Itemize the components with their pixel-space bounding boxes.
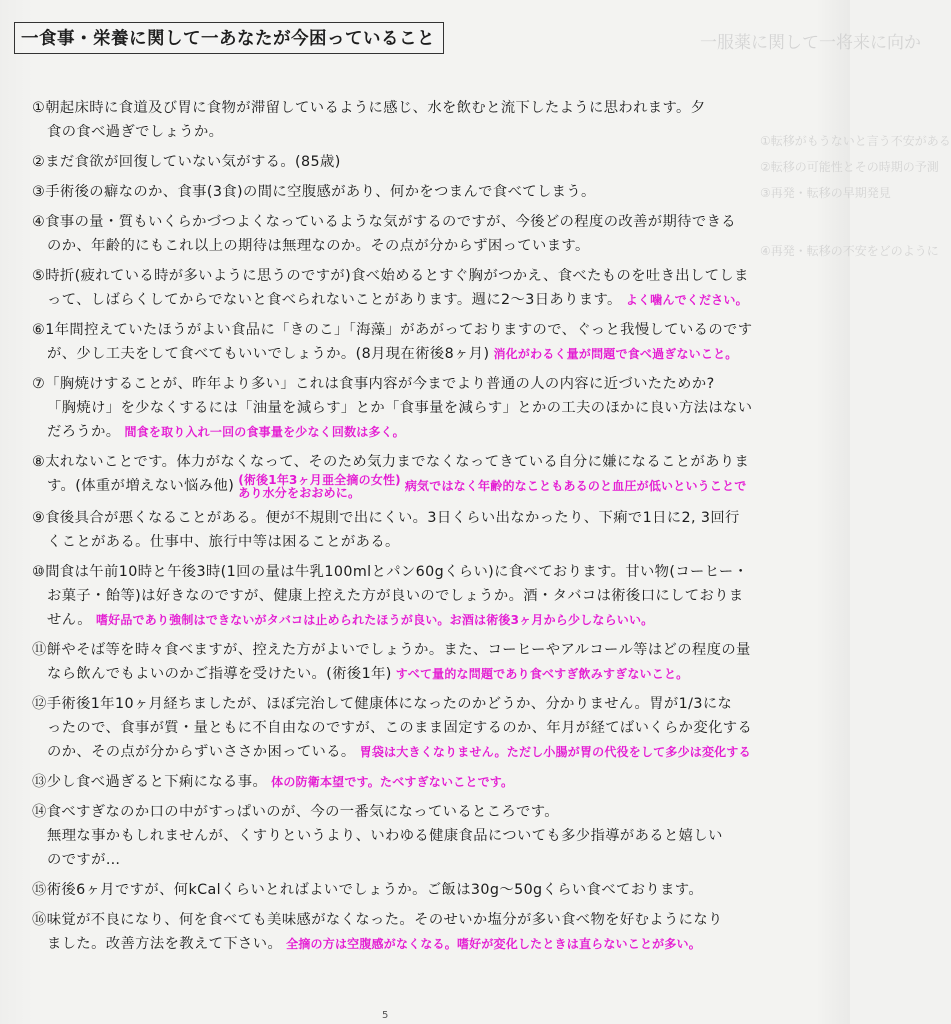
- handwritten-answer: 病気ではなく年齢的なこともあるのと血圧が低いということで: [404, 479, 747, 493]
- item-text: ました。改善方法を教えて下さい。: [47, 936, 283, 952]
- item-text: なら飲んでもよいのかご指導を受けたい。(術後1年): [47, 666, 392, 682]
- item-text: のか、その点が分からずいささか困っている。: [47, 744, 356, 760]
- handwritten-answer: あり水分をおおめに。: [238, 486, 361, 500]
- item-text: ⑪餅やそば等を時々食べますが、控えた方がよいでしょうか。また、コーヒーやアルコール等はどの程度の量: [32, 642, 751, 658]
- item-text: ⑥1年間控えていたほうがよい食品に「きのこ」「海藻」があがっておりますので、ぐっと我慢しているのです: [32, 322, 753, 338]
- list-item: [32, 638, 838, 686]
- item-text: ⑭食べすぎなのか口の中がすっぱいのが、今の一番気になっているところです。: [32, 804, 559, 820]
- item-text: ⑤時折(疲れている時が多いように思うのですが)食べ始めるとすぐ胸がつかえ、食べたものを吐き出してしま: [32, 268, 749, 284]
- list-item: [32, 96, 838, 144]
- item-text: ⑮術後6ヶ月ですが、何kCalくらいとればよいでしょうか。ご飯は30g〜50gくらい食べております。: [32, 882, 704, 898]
- list-item: [32, 506, 838, 554]
- item-text: のか、年齢的にもこれ以上の期待は無理なのか。その点が分からず困っています。: [47, 238, 590, 254]
- item-text: って、しばらくしてからでないと食べられないことがあります。週に2〜3日あります。: [47, 292, 622, 308]
- item-text: 食の食べ過ぎでしょうか。: [47, 124, 224, 140]
- item-text: す。(体重が増えない悩み他): [47, 478, 235, 494]
- list-item: [32, 692, 838, 764]
- item-text: ⑬少し食べ過ぎると下痢になる事。: [32, 774, 268, 790]
- item-text: ⑦「胸焼けすることが、昨年より多い」これは食事内容が今までより普通の人の内容に近づいたためか?: [32, 376, 715, 392]
- item-text: せん。: [47, 612, 92, 628]
- item-text: ②まだ食欲が回復していない気がする。(85歳): [32, 154, 341, 170]
- handwritten-answer: 全摘の方は空腹感がなくなる。嗜好が変化したときは直らないことが多い。: [286, 937, 701, 951]
- bleed-through-line: ②転移の可能性とその時期の予測: [760, 160, 939, 174]
- item-text: 無理な事かもしれませんが、くすりというより、いわゆる健康食品についても多少指導があると嬉しい: [47, 828, 723, 844]
- bleed-through-line: ①転移がもうないと言う不安がある: [760, 134, 951, 148]
- item-text: ①朝起床時に食道及び胃に食物が滞留しているように感じ、水を飲むと流下したように思われます。夕: [32, 100, 706, 116]
- handwritten-answer: (術後1年3ヶ月亜全摘の女性): [238, 473, 401, 487]
- handwritten-answer: 胃袋は大きくなりません。ただし小腸が胃の代役をして多少は変化する: [359, 745, 751, 759]
- list-item: [32, 770, 838, 794]
- item-text: のですが…: [47, 852, 121, 868]
- handwritten-answer: 間食を取り入れ一回の食事量を少なく回数は多く。: [124, 425, 405, 439]
- item-text: お菓子・飴等)は好きなのですが、健康上控えた方が良いのでしょうか。酒・タバコは術後口にしておりま: [47, 588, 744, 604]
- list-item: [32, 560, 838, 632]
- list-item: [32, 908, 838, 956]
- list-item: [32, 800, 838, 872]
- bleed-through-line: ④再発・転移の不安をどのように: [760, 244, 939, 258]
- item-text: ⑯味覚が不良になり、何を食べても美味感がなくなった。そのせいか塩分が多い食べ物を好むようになり: [32, 912, 723, 928]
- item-text: だろうか。: [47, 424, 121, 440]
- bleed-through-title: 一服薬に関して一将来に向か: [700, 33, 921, 53]
- item-text: ⑩間食は午前10時と午後3時(1回の量は牛乳100mlとパン60gくらい)に食べております。甘い物(コーヒー・: [32, 564, 749, 580]
- list-item: [32, 150, 838, 174]
- page-title: 一食事・栄養に関して一あなたが今困っていること: [14, 22, 444, 54]
- list-item: [32, 180, 838, 204]
- item-text: ④食事の量・質もいくらかづつよくなっているような気がするのですが、今後どの程度の改善が期待できる: [32, 214, 736, 230]
- list-item: [32, 210, 838, 258]
- item-text: ③手術後の癖なのか、食事(3食)の間に空腹感があり、何かをつまんで食べてしまう。: [32, 184, 596, 200]
- handwritten-answer: 消化がわるく量が問題で食べ過ぎないこと。: [493, 347, 738, 361]
- item-text: くことがある。仕事中、旅行中等は困ることがある。: [47, 534, 400, 550]
- list-item: [32, 318, 838, 366]
- concerns-list: [32, 96, 838, 962]
- page-number: 5: [382, 1010, 389, 1021]
- handwritten-answer: すべて量的な問題であり食べすぎ飲みすぎないこと。: [395, 667, 689, 681]
- item-text: ⑨食後具合が悪くなることがある。便が不規則で出にくい。3日くらい出なかったり、下痢で1日に2, 3回行: [32, 510, 740, 526]
- item-text: 「胸焼け」を少なくするには「油量を減らす」とか「食事量を減らす」とかの工夫のほかに良い方法はない: [47, 400, 753, 416]
- list-item: [32, 264, 838, 312]
- item-text: ったので、食事が質・量ともに不自由なのですが、このまま固定するのか、年月が経てばいくらか変化する: [47, 720, 753, 736]
- list-item: [32, 450, 838, 500]
- list-item: [32, 878, 838, 902]
- handwritten-answer: 嗜好品であり強制はできないがタバコは止められたほうが良い。お酒は術後3ヶ月から少しならいい。: [95, 613, 654, 627]
- bleed-through-line: ③再発・転移の早期発見: [760, 186, 891, 200]
- item-text: ⑫手術後1年10ヶ月経ちましたが、ほぼ完治して健康体になったのかどうか、分かりません。胃が1/3にな: [32, 696, 733, 712]
- handwritten-answer: よく噛んでください。: [625, 293, 748, 307]
- item-text: ⑧太れないことです。体力がなくなって、そのため気力までなくなってきている自分に嫌になることがありま: [32, 454, 750, 470]
- handwritten-answer-stack: [238, 474, 401, 500]
- handwritten-answer: 体の防衛本望です。たべすぎないことです。: [271, 775, 514, 789]
- list-item: [32, 372, 838, 444]
- item-text: が、少し工夫をして食べてもいいでしょうか。(8月現在術後8ヶ月): [47, 346, 490, 362]
